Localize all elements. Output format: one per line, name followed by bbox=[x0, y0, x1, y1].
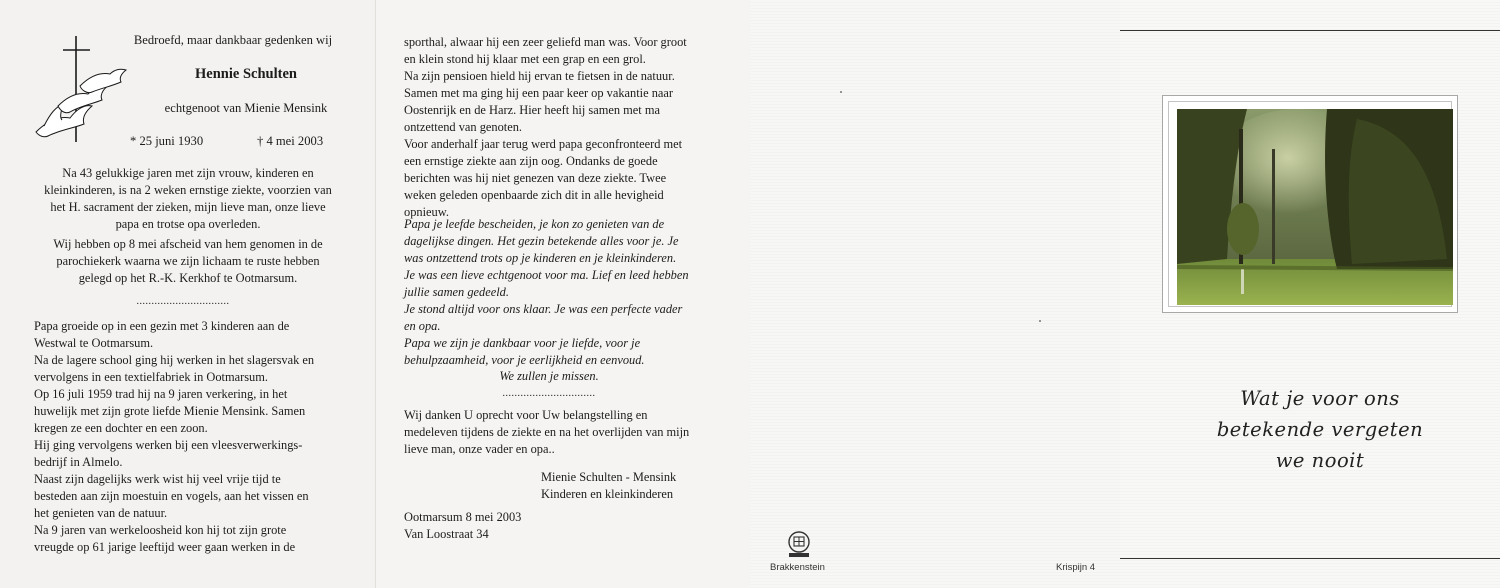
text-line: lieve man, onze vader en opa.. bbox=[404, 442, 555, 456]
text-line: Wij danken U oprecht voor Uw belangstelling en bbox=[404, 408, 648, 422]
quote-line: Wat je voor ons bbox=[1240, 387, 1400, 410]
deceased-name: Hennie Schulten bbox=[195, 66, 297, 82]
funeral-paragraph bbox=[28, 236, 348, 287]
text-line: dagelijkse dingen. Het gezin betekende alles voor je. Je bbox=[404, 234, 679, 248]
text-line: Oostenrijk en de Harz. Hier heeft hij samen met ma bbox=[404, 103, 660, 117]
dotted-separator: ............................... bbox=[502, 388, 596, 399]
text-line: een ernstige ziekte aan zijn oog. Ondanks de goede bbox=[404, 154, 658, 168]
text-line: het genieten van de natuur. bbox=[34, 506, 168, 520]
memorial-quote bbox=[1180, 383, 1460, 476]
text-line: Wij hebben op 8 mei afscheid van hem genomen in de bbox=[53, 237, 323, 251]
text-line: Op 16 juli 1959 trad hij na 9 jaren verkering, in het bbox=[34, 387, 288, 401]
text-line: Papa je leefde bescheiden, je kon zo genieten van de bbox=[404, 217, 665, 231]
card-code: Krispijn 4 bbox=[1056, 562, 1096, 573]
announcement-paragraph bbox=[28, 165, 348, 233]
quote-line: we nooit bbox=[1275, 449, 1365, 472]
biography-continued bbox=[404, 34, 719, 221]
text-line: Ootmarsum 8 mei 2003 bbox=[404, 510, 522, 524]
farewell-line: We zullen je missen. bbox=[499, 369, 599, 383]
text-line: medeleven tijdens de ziekte en na het overlijden van mijn bbox=[404, 425, 690, 439]
thanks-paragraph bbox=[404, 407, 719, 458]
family-signature bbox=[541, 469, 741, 503]
text-line: Na de lagere school ging hij werken in het slagersvak en bbox=[34, 353, 315, 367]
text-line: ontzettend van genoten. bbox=[404, 120, 523, 134]
text-line: Mienie Schulten - Mensink bbox=[541, 470, 677, 484]
text-line: bedrijf in Almelo. bbox=[34, 455, 123, 469]
text-line: Na 9 jaren van werkeloosheid kon hij tot zijn grote bbox=[34, 523, 287, 537]
text-line: Je was een lieve echtgenoot voor ma. Lief en leed hebben bbox=[404, 268, 689, 282]
birth-date: * 25 juni 1930 bbox=[130, 134, 204, 148]
text-line: Papa we zijn je dankbaar voor je liefde, voor je bbox=[404, 336, 641, 350]
text-line: Van Loostraat 34 bbox=[404, 527, 489, 541]
text-line: Hij ging vervolgens werken bij een vleesverwerkings- bbox=[34, 438, 303, 452]
card-panel-back bbox=[750, 0, 1120, 588]
text-line: parochiekerk waarna we zijn lichaam te ruste hebben bbox=[56, 254, 320, 268]
text-line: Kinderen en kleinkinderen bbox=[541, 487, 674, 501]
text-line: en opa. bbox=[404, 319, 441, 333]
card-panel-left bbox=[0, 0, 375, 588]
text-line: Naast zijn dagelijks werk wist hij veel vrije tijd te bbox=[34, 472, 281, 486]
card-panel-front bbox=[1120, 0, 1500, 588]
text-line: het H. sacrament der zieken, mijn lieve man, onze lieve bbox=[50, 200, 326, 214]
top-rule bbox=[1120, 30, 1500, 31]
text-line: en klein stond hij klaar met een grap en een grol. bbox=[404, 52, 646, 66]
card-panel-middle bbox=[375, 0, 750, 588]
text-line: Na zijn pensioen hield hij ervan te fietsen in de natuur. bbox=[404, 69, 675, 83]
text-line: papa en trotse opa overleden. bbox=[115, 217, 261, 231]
publisher-name: Brakkenstein bbox=[770, 562, 825, 573]
text-line: besteden aan zijn moestuin en vogels, aan het vissen en bbox=[34, 489, 309, 503]
text-line: Voor anderhalf jaar terug werd papa geconfronteerd met bbox=[404, 137, 683, 151]
spouse-text: echtgenoot van Mienie Mensink bbox=[164, 101, 328, 115]
paper-speck bbox=[1039, 320, 1041, 322]
text-line: Samen met ma ging hij een paar keer op vakantie naar bbox=[404, 86, 674, 100]
bottom-rule bbox=[1120, 558, 1500, 559]
death-date: † 4 mei 2003 bbox=[257, 134, 324, 148]
tribute-paragraph bbox=[404, 216, 719, 335]
text-line: was ontzettend trots op je kinderen en je kleinkinderen. bbox=[404, 251, 677, 265]
cross-with-doves-icon bbox=[30, 34, 130, 146]
text-line: behulpzaamheid, voor je eerlijkheid en eenvoud. bbox=[404, 353, 645, 367]
text-line: vervolgens in een textielfabriek in Ootmarsum. bbox=[34, 370, 268, 384]
intro-text: Bedroefd, maar dankbaar gedenken wij bbox=[133, 33, 333, 47]
text-line: Na 43 gelukkige jaren met zijn vrouw, kinderen en bbox=[62, 166, 314, 180]
text-line: huwelijk met zijn grote liefde Mienie Mensink. Samen bbox=[34, 404, 306, 418]
text-line: berichten was hij niet genezen van deze ziekte. Twee bbox=[404, 171, 667, 185]
place-and-address bbox=[404, 509, 604, 543]
quote-line: betekende vergeten bbox=[1216, 418, 1424, 441]
text-line: jullie samen gedeeld. bbox=[404, 285, 509, 299]
forest-photo bbox=[1177, 109, 1453, 305]
text-line: kleinkinderen, is na 2 weken ernstige ziekte, voorzien van bbox=[44, 183, 332, 197]
text-line: sporthal, alwaar hij een zeer geliefd man was. Voor groot bbox=[404, 35, 687, 49]
brakkenstein-logo-icon bbox=[786, 530, 812, 558]
dotted-separator: ............................... bbox=[136, 296, 230, 307]
text-line: gelegd op het R.-K. Kerkhof te Ootmarsum. bbox=[78, 271, 298, 285]
text-line: Papa groeide op in een gezin met 3 kinderen aan de bbox=[34, 319, 290, 333]
text-line: Je stond altijd voor ons klaar. Je was een perfecte vader bbox=[404, 302, 683, 316]
text-line: kregen ze een dochter en een zoon. bbox=[34, 421, 208, 435]
text-line: opnieuw. bbox=[404, 205, 449, 219]
biography-paragraph bbox=[34, 318, 348, 556]
gratitude-paragraph bbox=[404, 335, 719, 369]
text-line: Westwal te Ootmarsum. bbox=[34, 336, 154, 350]
text-line: vreugde op 61 jarige leeftijd weer gaan werken in de bbox=[34, 540, 296, 554]
text-line: weken geleden openbaarde zich dit in alle hevigheid bbox=[404, 188, 664, 202]
paper-speck bbox=[840, 91, 842, 93]
